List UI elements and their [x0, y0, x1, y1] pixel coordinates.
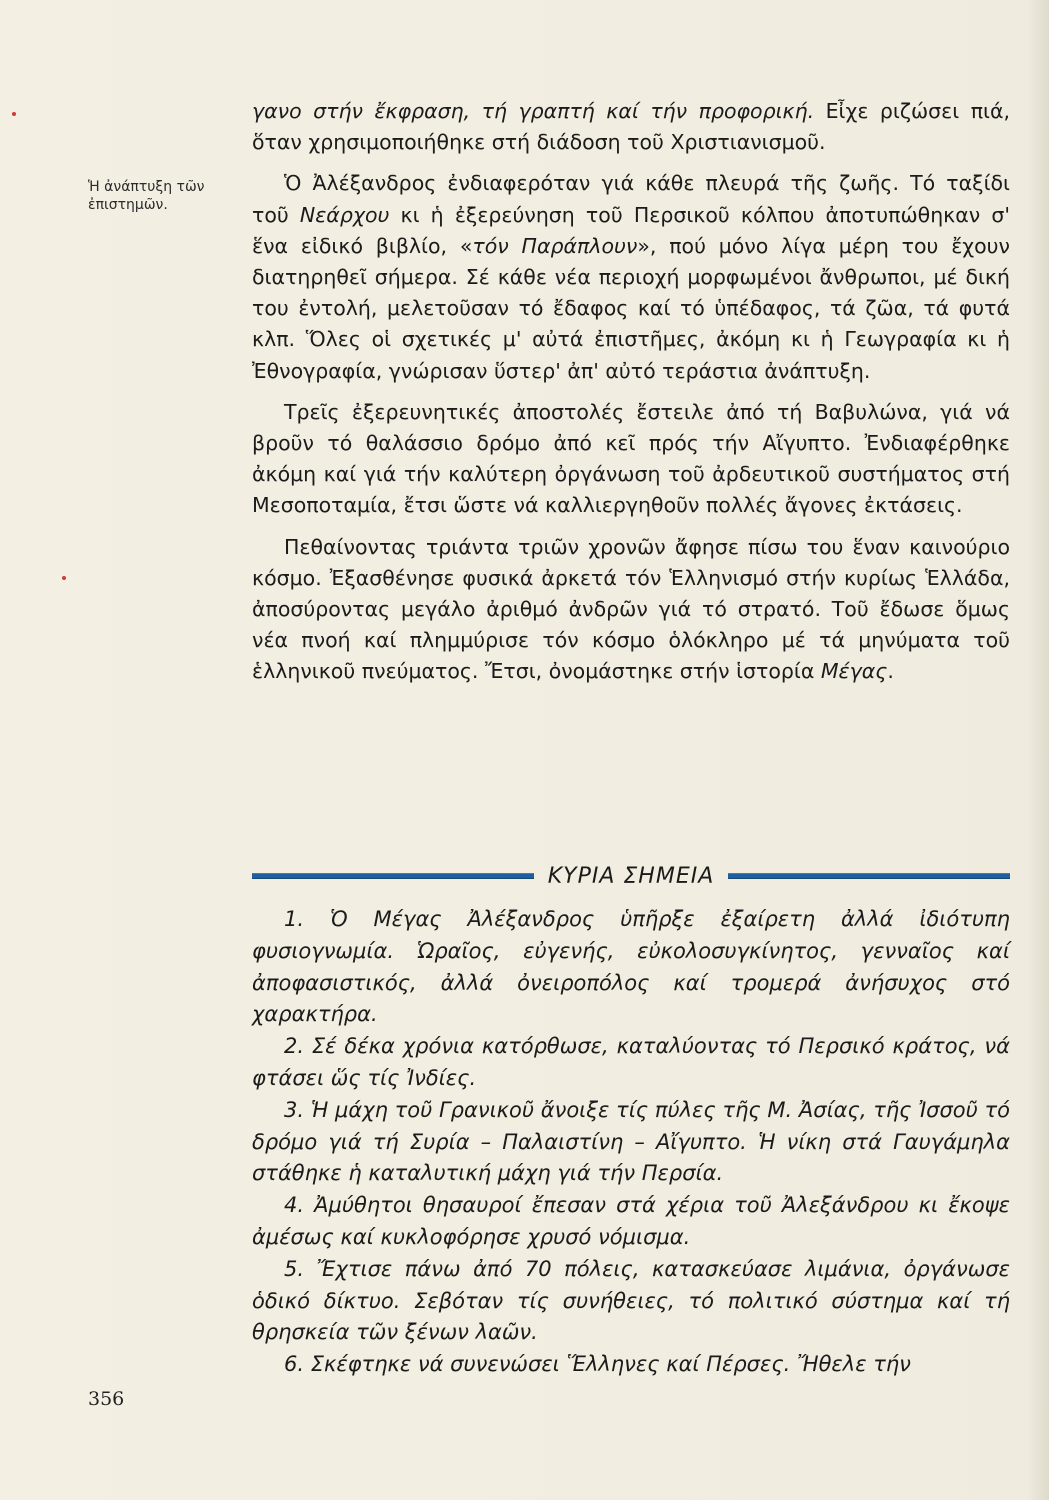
section-title: ΚΥΡΙΑ ΣΗΜΕΙΑ [547, 863, 715, 889]
text-run: Τρεῖς ἐξερευνητικές ἀποστολές ἔστειλε ἀπό τή Βαβυλώνα, γιά νά βροῦν τό θαλάσσιο δρόμο ἀπό κεῖ πρός τήν Αἴγυπτο. Ἐνδιαφέρθηκε ἀκόμη καί γιά τήν καλύτερη ὀργάνωση τοῦ ἀρδευτικοῦ συστήματος στή Μεσοποταμία, ἔτσι ὥστε νά καλλιεργηθοῦν πολλές ἄγονες ἐκτάσεις. [252, 399, 1010, 518]
body-text [252, 96, 1010, 688]
text-run: . [887, 659, 894, 684]
key-point: 4. Ἀμύθητοι θησαυροί ἔπεσαν στά χέρια τοῦ Ἀλεξάνδρου κι ἔκοψε ἀμέσως καί κυκλοφόρησε χρυσό νόμισμα. [252, 1193, 1010, 1249]
paragraph [252, 96, 1010, 158]
section-heading [252, 858, 1010, 894]
key-point: 1. Ὁ Μέγας Ἀλέξανδρος ὑπῆρξε ἐξαίρετη ἀλλά ἰδιότυπη φυσιογνωμία. Ὡραῖος, εὐγενής, εὐκολοσυγκίνητος, γενναῖος καί ἀποφασιστικός, ἀλλά ὀνειροπόλος καί τρομερά ἀνήσυχος στό χαρακτήρα. [252, 907, 1010, 1027]
italic-text-run: γανο στήν ἔκφραση, τή γραπτή καί τήν προφορική. [252, 99, 815, 123]
paragraph [252, 397, 1010, 522]
text-run: Εἶχε ριζώσει πιά, ὅταν χρησιμοποιήθηκε στή διάδοση τοῦ Χριστιανισμοῦ. [252, 99, 1010, 155]
key-point: 5. Ἔχτισε πάνω ἀπό 70 πόλεις, κατασκεύασε λιμάνια, ὀργάνωσε ὁδικό δίκτυο. Σεβόταν τίς συνήθειες, τό πολιτικό σύστημα καί τή θρησκεία τῶν ξένων λαῶν. [252, 1256, 1010, 1345]
margin-note: Ἡ ἀνάπτυξη τῶν ἐπιστημῶν. [88, 179, 205, 213]
text-run: Πεθαίνοντας τριάντα τριῶν χρονῶν ἄφησε πίσω του ἕναν καινούριο κόσμο. Ἐξασθένησε φυσικά ἀρκετά τόν Ἑλληνισμό στήν κυρίως Ἑλλάδα, ἀποσύροντας μεγάλο ἀριθμό ἀνδρῶν γιά τό στρατό. Τοῦ ἔδωσε ὅμως νέα πνοή καί πλημμύρισε τόν κόσμο ὁλόκληρο μέ τά μηνύματα τοῦ ἑλληνικοῦ πνεύματος. Ἔτσι, ὀνομάστηκε στήν ἱστορία [252, 534, 1010, 684]
key-point: 2. Σέ δέκα χρόνια κατόρθωσε, καταλύοντας τό Περσικό κράτος, νά φτάσει ὥς τίς Ἰνδίες. [252, 1034, 1010, 1090]
key-point: 6. Σκέφτηκε νά συνενώσει Ἕλληνες καί Πέρσες. Ἤθελε τήν [284, 1352, 911, 1377]
text-run: Ὁ Ἀλέξανδρος ἐνδιαφερόταν γιά κάθε πλευρά τῆς ζωῆς. Τό ταξίδι τοῦ [252, 171, 1010, 227]
key-points-list [252, 904, 1010, 1381]
text-run: », πού μόνο λίγα μέρη του ἔχουν διατηρηθεῖ σήμερα. Σέ κάθε νέα περιοχή μορφωμένοι ἄνθρωποι, μέ δική του ἐντολή, μελετοῦσαν τό ἔδαφος καί τό ὑπέδαφος, τά ζῶα, τά φυτά κλπ. Ὅλες οἱ σχετικές μ' αὐτά ἐπιστῆμες, ἀκόμη κι ἡ Γεωγραφία κι ἡ Ἐθνογραφία, γνώρισαν ὕστερ' ἀπ' αὐτό τεράστια ἀνάπτυξη. [252, 233, 1010, 383]
heading-rule-left [252, 873, 534, 879]
page-edge-shadow [1027, 0, 1049, 1500]
italic-text-run: τόν Παράπλουν [472, 233, 638, 258]
page-number: 356 [88, 1388, 125, 1410]
key-point: 3. Ἡ μάχη τοῦ Γρανικοῦ ἄνοιξε τίς πύλες τῆς Μ. Ἀσίας, τῆς Ἰσσοῦ τό δρόμο γιά τή Συρία – Παλαιστίνη – Αἴγυπτο. Ἡ νίκη στά Γαυγάμηλα στάθηκε ἡ καταλυτική μάχη γιά τήν Περσία. [252, 1097, 1010, 1186]
italic-text-run: Μέγας [820, 659, 888, 684]
italic-text-run: Νεάρχου [299, 202, 390, 227]
text-run: κι ἡ ἐξερεύνηση τοῦ Περσικοῦ κόλπου ἀποτυπώθηκαν σ' ἕνα εἰδικό βιβλίο, « [252, 202, 1010, 258]
print-mark [62, 576, 66, 580]
paragraph [252, 532, 1010, 688]
heading-rule-right [728, 873, 1010, 879]
print-mark [12, 112, 16, 116]
paragraph [252, 168, 1010, 386]
